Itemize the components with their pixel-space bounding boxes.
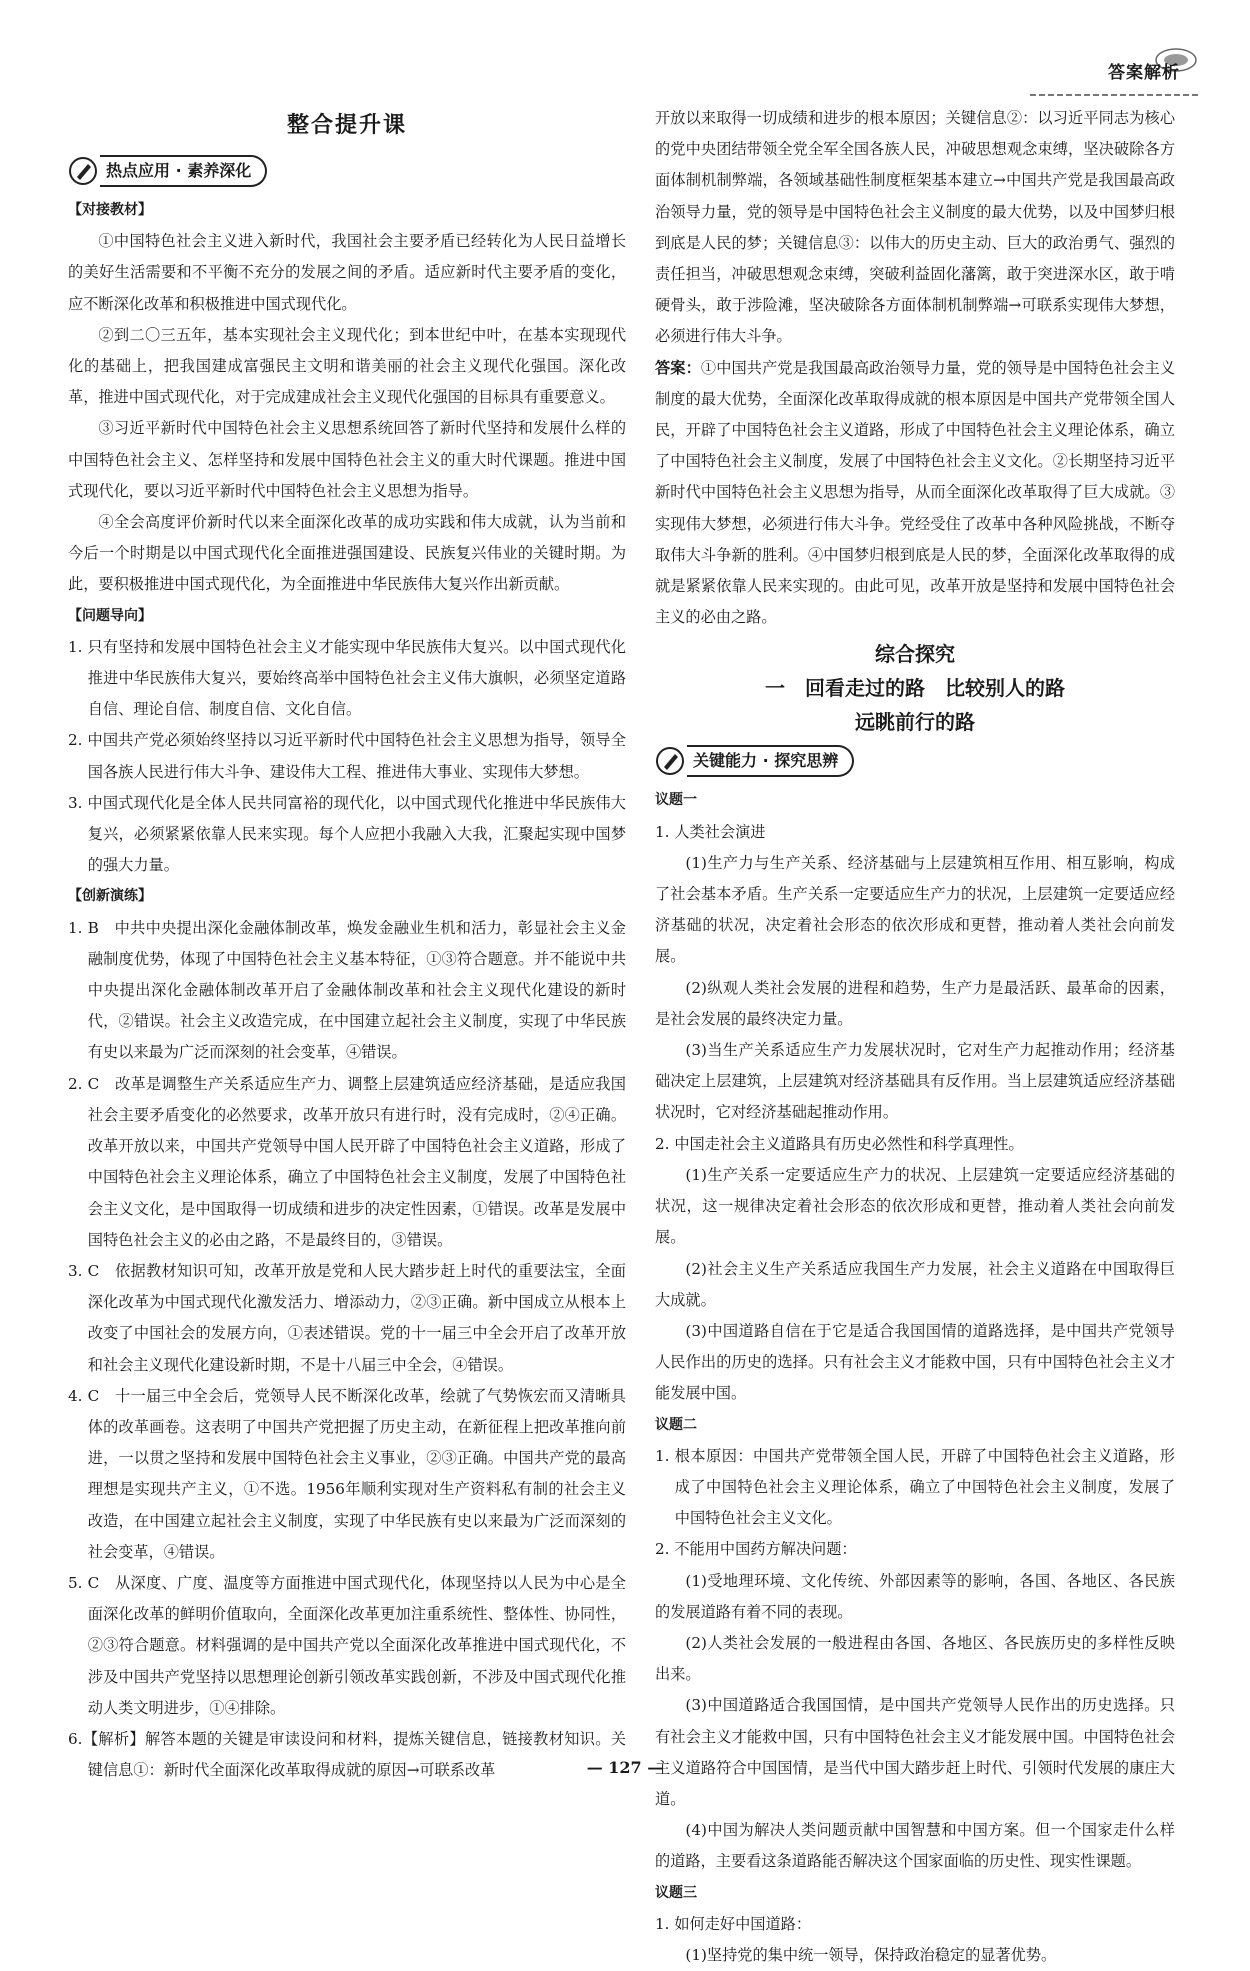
left-column <box>68 103 626 1786</box>
paragraph: 6.【解析】解答本题的关键是审读设问和材料，提炼关键信息，链接教材知识。关键信息①：新时代全面深化改革取得成就的原因→可联系改革 <box>68 1729 626 1780</box>
paragraph: (3)中国道路适合我国国情，是中国共产党领导人民作出的历史选择。只有社会主义才能救中国，只有中国特色社会主义才能发展中国。中国特色社会主义道路符合中国国情，是当代中国大踏步赶上时代、引领时代发展的康庄大道。 <box>655 1696 1175 1808</box>
pen-icon <box>655 746 685 776</box>
paragraph: ①中国特色社会主义进入新时代，我国社会主要矛盾已经转化为人民日益增长的美好生活需要和不平衡不充分的发展之间的矛盾。适应新时代主要矛盾的变化，应不断深化改革和积极推进中国式现代化。 <box>68 232 626 313</box>
paragraph: 2. C 改革是调整生产关系适应生产力、调整上层建筑适应经济基础，是适应我国社会主要矛盾变化的必然要求，改革开放只有进行时，没有完成时，②④正确。改革开放以来，中国共产党领导中国人民开辟了中国特色社会主义道路，形成了中国特色社会主义理论体系，确立了中国特色社会主义制度，发展了中国特色社会主义文化，是中国取得一切成绩和进步的决定性因素，①错误。改革是发展中国特色社会主义的必由之路，不是最终目的，③错误。 <box>68 1074 626 1249</box>
paragraph: ④全会高度评价新时代以来全面深化改革的成功实践和伟大成就，认为当前和今后一个时期是以中国式现代化全面推进强国建设、民族复兴伟业的关键时期。为此，要积极推进中国式现代化，为全面推进中华民族伟大复兴作出新贡献。 <box>68 513 626 594</box>
paragraph: 2. 中国共产党必须始终坚持以习近平新时代中国特色社会主义思想为指导，领导全国各族人民进行伟大斗争、建设伟大工程、推进伟大事业、实现伟大梦想。 <box>68 731 626 781</box>
paragraph: 4. C 十一届三中全会后，党领导人民不断深化改革，绘就了气势恢宏而又清晰具体的改革画卷。这表明了中国共产党把握了历史主动，在新征程上把改革推向前进，一以贯之坚持和发展中国特色社会主义事业，②③正确。中国共产党的最高理想是实现共产主义，①不选。1956年顺利实现对生产资料私有制的社会主义改造，在中国建立起社会主义制度，实现了中华民族有史以来最为广泛而深刻的社会变革，④错误。 <box>68 1386 626 1561</box>
topic-1-body <box>655 817 1175 1410</box>
paragraph: 1. B 中共中央提出深化金融体制改革，焕发金融业生机和活力，彰显社会主义金融制度优势，体现了中国特色社会主义基本特征，①③符合题意。并不能说中共中央提出深化金融体制改革开启了金融体制改革和社会主义现代化建设的新时代，②错误。社会主义改造完成，在中国建立起社会主义制度，实现了中华民族有史以来最为广泛而深刻的社会变革，④错误。 <box>68 918 626 1062</box>
tag-questions: 【问题导向】 <box>68 607 152 624</box>
paragraph: (1)坚持党的集中统一领导，保持政治稳定的显著优势。 <box>685 1945 1057 1964</box>
paragraph: 2. 不能用中国药方解决问题： <box>655 1540 857 1559</box>
section-subtitle-1: 一 回看走过的路 比较别人的路 <box>765 676 1065 701</box>
banner-label: 热点应用 · 素养深化 <box>100 155 267 187</box>
paragraph: (4)中国为解决人类问题贡献中国智慧和中国方案。但一个国家走什么样的道路，主要看这条道路能否解决这个国家面临的历史性、现实性课题。 <box>655 1821 1175 1871</box>
answer-text: ①中国共产党是我国最高政治领导力量，党的领导是中国特色社会主义制度的最大优势，全面深化改革取得成就的根本原因是中国共产党带领全国人民，开辟了中国特色社会主义道路，形成了中国特色社会主义理论体系，确立了中国特色社会主义制度，发展了中国特色社会主义文化。②长期坚持习近平新时代中国特色社会主义思想为指导，从而全面深化改革取得了巨大成就。③实现伟大梦想，必须进行伟大斗争。党经受住了改革中各种风险挑战，不断夺取伟大斗争新的胜利。④中国梦归根到底是人民的梦，全面深化改革取得的成就是紧紧依靠人民来实现的。由此可见，改革开放是坚持和发展中国特色社会主义的必由之路。 <box>655 358 1176 627</box>
banner-label: 关键能力 · 探究思辨 <box>687 745 854 777</box>
practice-answers <box>68 913 626 1787</box>
paragraph: 3. C 依据教材知识可知，改革开放是党和人民大踏步赶上时代的重要法宝，全面深化改革为中国式现代化激发活力、增添动力，②③正确。新中国成立从根本上改变了中国社会的发展方向，①表述错误。党的十一届三中全会开启了改革开放和社会主义现代化建设新时期，不是十八届三中全会，④错误。 <box>68 1261 626 1374</box>
section-banner-hot <box>68 151 626 191</box>
paragraph: 1. 根本原因：中国共产党带领全国人民，开辟了中国特色社会主义道路，形成了中国特色社会主义理论体系，确立了中国特色社会主义制度，发展了中国特色社会主义文化。 <box>655 1446 1175 1528</box>
paragraph: (1)受地理环境、文化传统、外部因素等的影响，各国、各地区、各民族的发展道路有着不同的表现。 <box>655 1571 1175 1621</box>
paragraph: (2)社会主义生产关系适应我国生产力发展，社会主义道路在中国取得巨大成就。 <box>655 1259 1175 1309</box>
paragraph: ③习近平新时代中国特色社会主义思想系统回答了新时代坚持和发展什么样的中国特色社会主义、怎样坚持和发展中国特色社会主义的重大时代课题。推进中国式现代化，要以习近平新时代中国特色社会主义思想为指导。 <box>68 419 626 500</box>
topic-2-heading: 议题二 <box>655 1416 697 1433</box>
question-points <box>68 632 626 882</box>
textbook-points <box>68 226 626 600</box>
topic-1-heading: 议题一 <box>655 792 697 809</box>
lesson-title: 整合提升课 <box>286 113 407 138</box>
paragraph: ②到二〇三五年，基本实现社会主义现代化；到本世纪中叶，在基本实现现代化的基础上，把我国建成富强民主文明和谐美丽的社会主义现代化强国。深化改革，推进中国式现代化，对于完成建成社会主义现代化强国的目标具有重要意义。 <box>68 325 626 407</box>
topic-3-heading: 议题三 <box>655 1884 697 1901</box>
topic-2-body <box>655 1441 1175 1878</box>
header-rule <box>1030 83 1200 89</box>
answer-key: 答案： <box>655 358 701 377</box>
paragraph: (3)中国道路自信在于它是适合我国国情的道路选择，是中国共产党领导人民作出的历史的选择。只有社会主义才能救中国，只有中国特色社会主义才能发展中国。 <box>655 1321 1175 1403</box>
analysis-continued: 开放以来取得一切成绩和进步的根本原因；关键信息②：以习近平同志为核心的党中央团结带领全党全军全国各族人民，冲破思想观念束缚，坚决破除各方面体制机制弊端，各领域基础性制度框架基本建立→中国共产党是我国最高政治领导力量，党的领导是中国特色社会主义制度的最大优势，以及中国梦归根到底是人民的梦；关键信息③：以伟大的历史主动、巨大的政治勇气、强烈的责任担当，冲破思想观念束缚，突破利益固化藩篱，敢于突进深水区，敢于啃硬骨头，敢于涉险滩，坚决破除各方面体制机制弊端→可联系实现伟大梦想，必须进行伟大斗争。 <box>655 109 1175 346</box>
paragraph: 2. 中国走社会主义道路具有历史必然性和科学真理性。 <box>655 1134 1024 1153</box>
tag-practice: 【创新演练】 <box>68 888 152 905</box>
answer-paragraph <box>655 353 1175 634</box>
paragraph: (1)生产力与生产关系、经济基础与上层建筑相互作用、相互影响，构成了社会基本矛盾。生产关系一定要适应生产力的状况，上层建筑一定要适应经济基础的状况，决定着社会形态的依次形成和更替，推动着人类社会向前发展。 <box>655 853 1175 966</box>
section-subtitle-2: 远眺前行的路 <box>855 710 975 735</box>
tag-textbook: 【对接教材】 <box>68 202 152 218</box>
paragraph: 1. 如何走好中国道路： <box>655 1914 812 1933</box>
paragraph: (2)人类社会发展的一般进程由各国、各地区、各民族历史的多样性反映出来。 <box>655 1633 1175 1684</box>
header-section-label: 答案解析 <box>1108 63 1180 83</box>
paragraph: (2)纵观人类社会发展的进程和趋势，生产力是最活跃、最革命的因素，是社会发展的最终决定力量。 <box>655 978 1175 1028</box>
paragraph: 1. 只有坚持和发展中国特色社会主义才能实现中华民族伟大复兴。以中国式现代化推进中华民族伟大复兴，要始终高举中国特色社会主义伟大旗帜，必须坚定道路自信、理论自信、制度自信、文化自信。 <box>68 637 626 719</box>
page-number: — 127 — <box>586 1758 664 1777</box>
paragraph: (3)当生产关系适应生产力发展状况时，它对生产力起推动作用；经济基础决定上层建筑，上层建筑对经济基础具有反作用。当上层建筑适应经济基础状况时，它对经济基础起推动作用。 <box>655 1041 1175 1122</box>
paragraph: 5. C 从深度、广度、温度等方面推进中国式现代化，体现坚持以人民为中心是全面深化改革的鲜明价值取向，全面深化改革更加注重系统性、整体性、协同性，②③符合题意。材料强调的是中国共产党以全面深化改革推进中国式现代化，不涉及中国共产党坚持以思想理论创新引领改革实践创新，不涉及中国式现代化推动人类文明进步，①④排除。 <box>68 1573 626 1717</box>
paragraph: 3. 中国式现代化是全体人民共同富裕的现代化，以中国式现代化推进中华民族伟大复兴，必须紧紧依靠人民来实现。每个人应把小我融入大我，汇聚起实现中国梦的强大力量。 <box>68 793 626 875</box>
right-column <box>655 103 1175 1971</box>
pen-icon <box>68 156 98 186</box>
section-banner-key <box>655 741 1175 781</box>
paragraph: 1. 人类社会演进 <box>655 822 766 841</box>
paragraph: (1)生产关系一定要适应生产力的状况、上层建筑一定要适应经济基础的状况，这一规律决定着社会形态的依次形成和更替，推动着人类社会向前发展。 <box>655 1165 1175 1247</box>
section-title: 综合探究 <box>875 642 955 667</box>
topic-3-body <box>655 1909 1175 1971</box>
